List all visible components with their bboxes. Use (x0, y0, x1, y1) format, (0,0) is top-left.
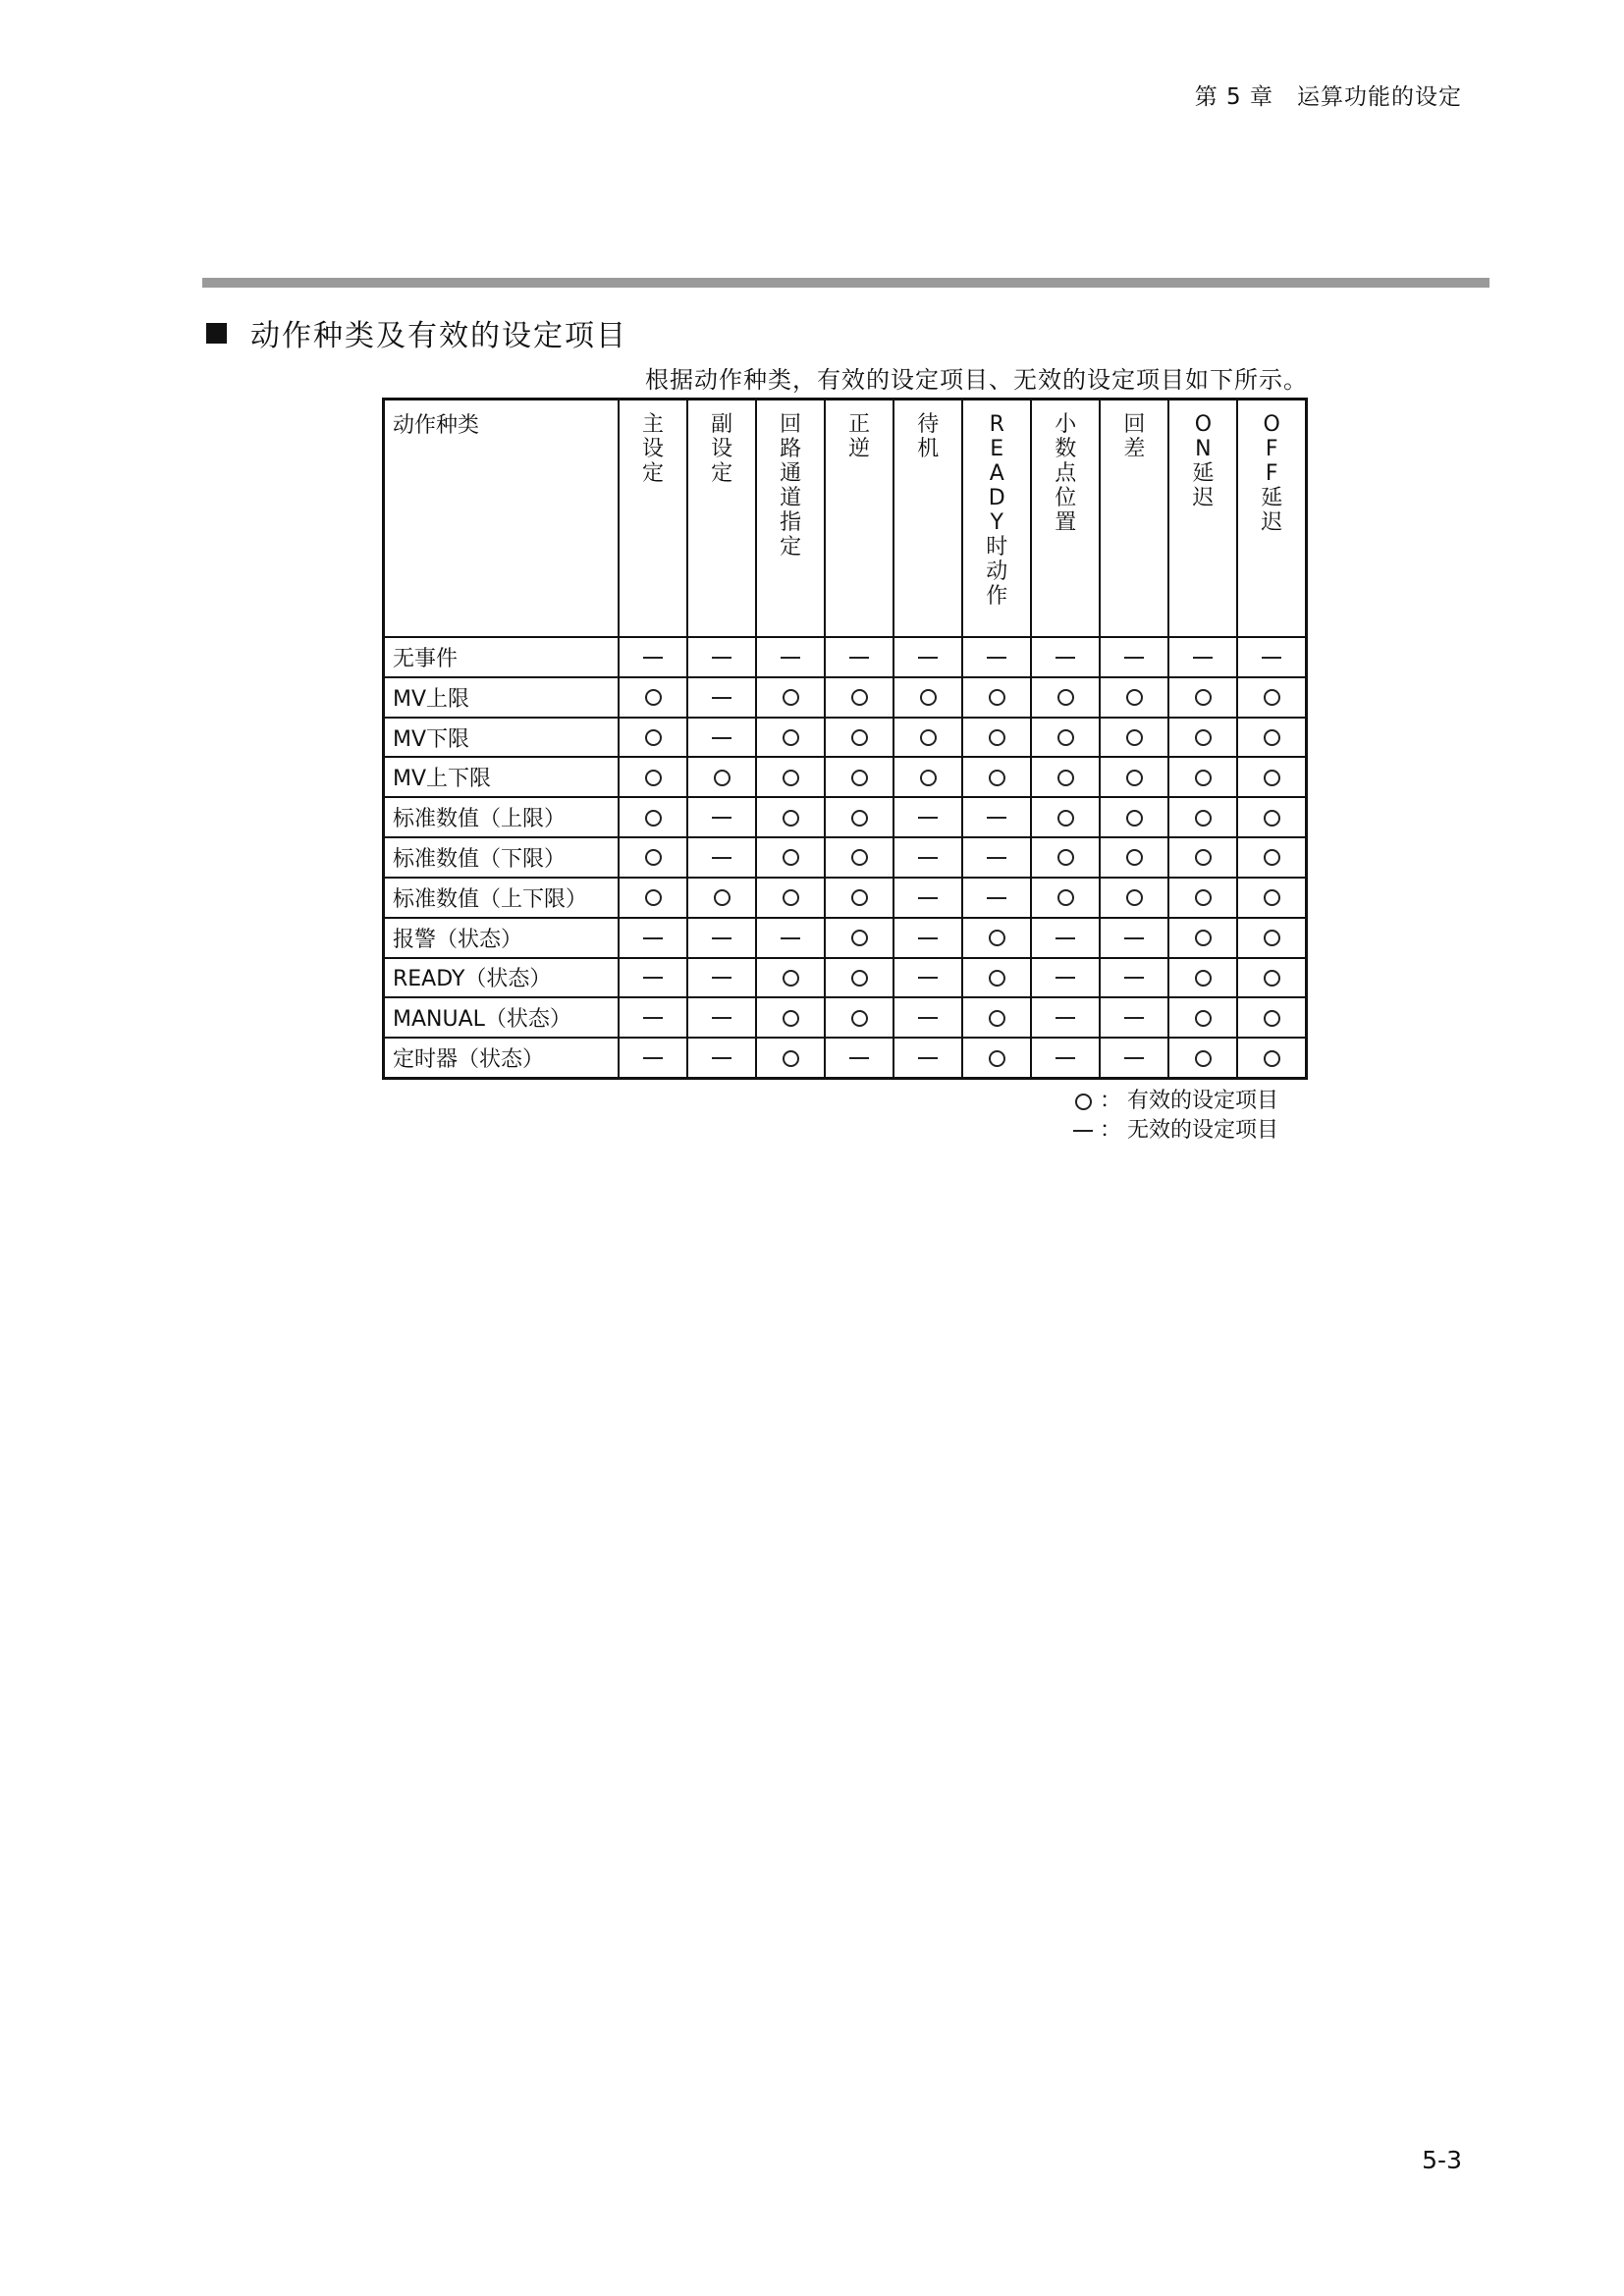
table-cell (1100, 997, 1168, 1038)
invalid-dash-icon (1124, 1017, 1144, 1019)
invalid-dash-icon (1124, 657, 1144, 659)
valid-circle-icon (645, 810, 662, 827)
table-cell (825, 677, 893, 718)
square-bullet-icon (206, 323, 227, 344)
invalid-dash-icon (712, 977, 731, 979)
table-cell (893, 797, 962, 837)
valid-circle-icon (783, 970, 799, 987)
invalid-dash-icon (643, 1057, 663, 1059)
valid-circle-icon (1195, 770, 1212, 786)
invalid-dash-icon (987, 857, 1006, 859)
table-cell (962, 718, 1031, 758)
valid-circle-icon (1195, 970, 1212, 987)
table-cell (1237, 677, 1306, 718)
table-cell (962, 677, 1031, 718)
intro-text: 根据动作种类，有效的设定项目、无效的设定项目如下所示。 (645, 366, 1308, 394)
invalid-dash-icon (1124, 937, 1144, 939)
column-header-label: R E A D Y 时 动 作 (986, 412, 1008, 609)
table-cell (893, 1038, 962, 1078)
column-header (825, 400, 893, 638)
valid-circle-icon (783, 770, 799, 786)
column-header (893, 400, 962, 638)
table-cell (825, 757, 893, 797)
valid-circle-icon (1195, 1050, 1212, 1067)
valid-circle-icon (1126, 889, 1143, 906)
column-header (962, 400, 1031, 638)
table-cell (1237, 918, 1306, 958)
table-cell (756, 718, 825, 758)
invalid-dash-icon (918, 1017, 938, 1019)
table-body (384, 637, 1307, 1079)
table-cell (619, 958, 687, 998)
table-cell (1031, 677, 1100, 718)
table-cell (1100, 718, 1168, 758)
valid-circle-icon (1057, 689, 1074, 706)
invalid-dash-icon (1124, 1057, 1144, 1059)
column-header (1031, 400, 1100, 638)
valid-circle-icon (1057, 810, 1074, 827)
invalid-dash-icon (987, 897, 1006, 899)
table-cell (962, 918, 1031, 958)
table-cell (1100, 878, 1168, 918)
invalid-dash-icon (712, 1017, 731, 1019)
table-cell (756, 958, 825, 998)
table-cell (1168, 997, 1237, 1038)
row-label: 定时器（状态） (384, 1038, 620, 1078)
table-cell (687, 677, 756, 718)
valid-circle-icon (989, 970, 1005, 987)
valid-circle-icon (1264, 810, 1280, 827)
valid-circle-icon (1057, 889, 1074, 906)
table-cell (825, 797, 893, 837)
row-label: 标准数值（上下限） (384, 878, 620, 918)
table-cell (619, 918, 687, 958)
valid-circle-icon (1195, 810, 1212, 827)
valid-circle-icon (1126, 810, 1143, 827)
valid-circle-icon (783, 889, 799, 906)
invalid-dash-icon (712, 737, 731, 739)
table-row (384, 677, 1307, 718)
table-cell (756, 797, 825, 837)
table-cell (825, 878, 893, 918)
table-cell (619, 757, 687, 797)
valid-circle-icon (1126, 689, 1143, 706)
table-cell (619, 837, 687, 878)
invalid-dash-icon (712, 937, 731, 939)
column-header-label: O N 延 迟 (1192, 412, 1215, 510)
valid-circle-icon (989, 689, 1005, 706)
row-label: 报警（状态） (384, 918, 620, 958)
valid-circle-icon (1057, 729, 1074, 746)
valid-circle-icon (920, 770, 937, 786)
column-header-label: 回 路 通 道 指 定 (780, 412, 802, 560)
table-cell (962, 837, 1031, 878)
table-row (384, 958, 1307, 998)
table-cell (1100, 958, 1168, 998)
valid-circle-icon (851, 770, 868, 786)
invalid-dash-icon (918, 937, 938, 939)
invalid-dash-icon (1073, 1130, 1093, 1132)
valid-circle-icon (645, 889, 662, 906)
table-cell (687, 837, 756, 878)
table-cell (962, 1038, 1031, 1078)
table-cell (1168, 797, 1237, 837)
invalid-dash-icon (918, 897, 938, 899)
invalid-dash-icon (1056, 657, 1075, 659)
valid-circle-icon (1057, 849, 1074, 866)
valid-circle-icon (714, 770, 731, 786)
table-cell (619, 797, 687, 837)
valid-circle-icon (783, 810, 799, 827)
table-cell (1237, 878, 1306, 918)
invalid-dash-icon (1056, 937, 1075, 939)
table-cell (962, 878, 1031, 918)
table-cell (756, 837, 825, 878)
row-label: 标准数值（下限） (384, 837, 620, 878)
table-cell (756, 1038, 825, 1078)
table-cell (756, 878, 825, 918)
invalid-dash-icon (712, 857, 731, 859)
table-cell (1031, 757, 1100, 797)
valid-circle-icon (783, 1010, 799, 1027)
invalid-dash-icon (1262, 657, 1281, 659)
valid-circle-icon (783, 1050, 799, 1067)
table-cell (825, 637, 893, 677)
legend-valid (1070, 1087, 1278, 1116)
table-cell (1168, 1038, 1237, 1078)
running-header: 第 5 章 运算功能的设定 (1194, 84, 1462, 110)
invalid-dash-icon (643, 1017, 663, 1019)
table-cell (893, 837, 962, 878)
valid-circle-icon (1195, 889, 1212, 906)
valid-circle-icon (989, 729, 1005, 746)
table-cell (1031, 837, 1100, 878)
invalid-dash-icon (643, 937, 663, 939)
table-cell (619, 637, 687, 677)
valid-circle-icon (1264, 770, 1280, 786)
table-cell (756, 677, 825, 718)
table-cell (1168, 918, 1237, 958)
table-cell (825, 718, 893, 758)
valid-circle-icon (851, 1010, 868, 1027)
table-cell (1168, 837, 1237, 878)
valid-circle-icon (783, 729, 799, 746)
table-cell (1237, 757, 1306, 797)
table-cell (893, 958, 962, 998)
table-cell (687, 918, 756, 958)
table-row (384, 637, 1307, 677)
table-cell (893, 757, 962, 797)
invalid-dash-icon (1124, 977, 1144, 979)
table-cell (1100, 1038, 1168, 1078)
table-cell (687, 997, 756, 1038)
table-cell (1168, 757, 1237, 797)
table-cell (893, 878, 962, 918)
table-cell (1100, 918, 1168, 958)
table-cell (1031, 997, 1100, 1038)
valid-circle-icon (714, 889, 731, 906)
valid-circle-icon (989, 930, 1005, 946)
table-cell (1168, 637, 1237, 677)
table-cell (1168, 718, 1237, 758)
page-number: 5-3 (1422, 2146, 1462, 2174)
valid-circle-icon (1264, 889, 1280, 906)
table-cell (1031, 918, 1100, 958)
corner-header: 动作种类 (384, 400, 620, 638)
column-header-label: 小 数 点 位 置 (1055, 412, 1077, 535)
valid-circle-icon (1075, 1094, 1092, 1110)
column-header (1100, 400, 1168, 638)
legend (1070, 1087, 1278, 1146)
table-cell (1031, 718, 1100, 758)
legend-valid-text: 有效的设定项目 (1127, 1089, 1279, 1113)
table-row (384, 918, 1307, 958)
valid-circle-icon (1195, 729, 1212, 746)
valid-circle-icon (1264, 689, 1280, 706)
valid-circle-icon (1264, 849, 1280, 866)
valid-circle-icon (1264, 970, 1280, 987)
table-cell (1031, 1038, 1100, 1078)
column-header-label: 正 逆 (848, 412, 871, 461)
table-header-row (384, 400, 1307, 638)
invalid-dash-icon (781, 657, 800, 659)
table-cell (687, 878, 756, 918)
valid-circle-icon (920, 689, 937, 706)
valid-circle-icon (920, 729, 937, 746)
table-cell (1237, 958, 1306, 998)
valid-circle-icon (989, 770, 1005, 786)
invalid-dash-icon (987, 817, 1006, 819)
table-cell (1168, 677, 1237, 718)
table-cell (962, 797, 1031, 837)
valid-circle-icon (851, 889, 868, 906)
valid-circle-icon (989, 1010, 1005, 1027)
table-row (384, 997, 1307, 1038)
valid-circle-icon (783, 689, 799, 706)
row-label: MV上下限 (384, 757, 620, 797)
valid-circle-icon (1195, 930, 1212, 946)
table-cell (962, 997, 1031, 1038)
valid-circle-icon (851, 810, 868, 827)
valid-circle-icon (1126, 770, 1143, 786)
column-header-label: 回 差 (1123, 412, 1146, 461)
invalid-dash-icon (781, 937, 800, 939)
table-cell (825, 1038, 893, 1078)
valid-circle-icon (1264, 930, 1280, 946)
invalid-dash-icon (643, 977, 663, 979)
table-cell (893, 637, 962, 677)
table-row (384, 878, 1307, 918)
valid-circle-icon (851, 930, 868, 946)
table-cell (893, 997, 962, 1038)
valid-circle-icon (1126, 849, 1143, 866)
table-cell (1237, 837, 1306, 878)
valid-circle-icon (851, 689, 868, 706)
invalid-dash-icon (987, 657, 1006, 659)
table-cell (619, 718, 687, 758)
legend-colon: ： (1100, 1118, 1122, 1143)
column-header (756, 400, 825, 638)
column-header (1237, 400, 1306, 638)
row-label: MANUAL（状态） (384, 997, 620, 1038)
invalid-dash-icon (918, 1057, 938, 1059)
table-cell (962, 757, 1031, 797)
valid-circle-icon (1195, 1010, 1212, 1027)
valid-circle-icon (851, 849, 868, 866)
table-cell (1031, 878, 1100, 918)
table-cell (687, 1038, 756, 1078)
table-row (384, 757, 1307, 797)
column-header-label: 待 机 (917, 412, 940, 461)
column-header-label: O F F 延 迟 (1261, 412, 1283, 535)
table-cell (1100, 797, 1168, 837)
invalid-dash-icon (918, 977, 938, 979)
table-cell (619, 677, 687, 718)
invalid-dash-icon (1056, 977, 1075, 979)
column-header (687, 400, 756, 638)
table-cell (619, 1038, 687, 1078)
table-cell (1237, 997, 1306, 1038)
section-title: 动作种类及有效的设定项目 (250, 319, 627, 353)
invalid-dash-icon (918, 657, 938, 659)
table-row (384, 797, 1307, 837)
valid-circle-icon (1195, 849, 1212, 866)
legend-invalid-text: 无效的设定项目 (1127, 1118, 1279, 1143)
row-label: 无事件 (384, 637, 620, 677)
table-cell (1031, 637, 1100, 677)
valid-circle-icon (1126, 729, 1143, 746)
valid-circle-icon (989, 1050, 1005, 1067)
invalid-dash-icon (712, 697, 731, 699)
table-cell (1168, 958, 1237, 998)
table-cell (1168, 878, 1237, 918)
table-cell (1100, 677, 1168, 718)
valid-circle-icon (1264, 1050, 1280, 1067)
invalid-dash-icon (712, 1057, 731, 1059)
table-cell (1237, 1038, 1306, 1078)
table-cell (687, 637, 756, 677)
table-cell (1100, 837, 1168, 878)
row-label: 标准数值（上限） (384, 797, 620, 837)
table-cell (756, 918, 825, 958)
table-cell (893, 677, 962, 718)
table-cell (687, 958, 756, 998)
column-header (619, 400, 687, 638)
valid-circle-icon (783, 849, 799, 866)
table-row (384, 718, 1307, 758)
table-cell (619, 878, 687, 918)
table-cell (1100, 757, 1168, 797)
table-cell (825, 837, 893, 878)
table-cell (756, 757, 825, 797)
table-cell (1237, 718, 1306, 758)
table-cell (1237, 637, 1306, 677)
table-cell (687, 718, 756, 758)
action-type-table (382, 398, 1308, 1080)
row-label: MV下限 (384, 718, 620, 758)
table-cell (687, 797, 756, 837)
valid-circle-icon (645, 849, 662, 866)
table-cell (825, 918, 893, 958)
table-cell (825, 997, 893, 1038)
invalid-dash-icon (1056, 1017, 1075, 1019)
table-cell (825, 958, 893, 998)
legend-colon: ： (1100, 1089, 1122, 1113)
valid-circle-icon (645, 729, 662, 746)
table-cell (962, 958, 1031, 998)
valid-circle-icon (1264, 729, 1280, 746)
table-cell (1031, 958, 1100, 998)
invalid-dash-icon (1193, 657, 1213, 659)
table-cell (619, 997, 687, 1038)
invalid-dash-icon (643, 657, 663, 659)
legend-invalid (1070, 1116, 1278, 1146)
table-cell (1237, 797, 1306, 837)
row-label: READY（状态） (384, 958, 620, 998)
valid-circle-icon (851, 729, 868, 746)
table-cell (756, 997, 825, 1038)
invalid-dash-icon (849, 657, 869, 659)
table-cell (756, 637, 825, 677)
section-rule (202, 278, 1489, 288)
section-heading (206, 311, 627, 354)
invalid-dash-icon (712, 817, 731, 819)
valid-circle-icon (851, 970, 868, 987)
table-cell (962, 637, 1031, 677)
row-label: MV上限 (384, 677, 620, 718)
column-header-label: 主 设 定 (642, 412, 665, 486)
column-header (1168, 400, 1237, 638)
table-cell (893, 718, 962, 758)
table-cell (1100, 637, 1168, 677)
invalid-dash-icon (918, 857, 938, 859)
invalid-dash-icon (712, 657, 731, 659)
table-row (384, 1038, 1307, 1078)
valid-circle-icon (1057, 770, 1074, 786)
valid-circle-icon (645, 770, 662, 786)
valid-circle-icon (645, 689, 662, 706)
valid-circle-icon (1195, 689, 1212, 706)
table-cell (687, 757, 756, 797)
valid-circle-icon (1264, 1010, 1280, 1027)
column-header-label: 副 设 定 (711, 412, 733, 486)
table-cell (1031, 797, 1100, 837)
table-row (384, 837, 1307, 878)
table-cell (893, 918, 962, 958)
invalid-dash-icon (918, 817, 938, 819)
invalid-dash-icon (849, 1057, 869, 1059)
invalid-dash-icon (1056, 1057, 1075, 1059)
